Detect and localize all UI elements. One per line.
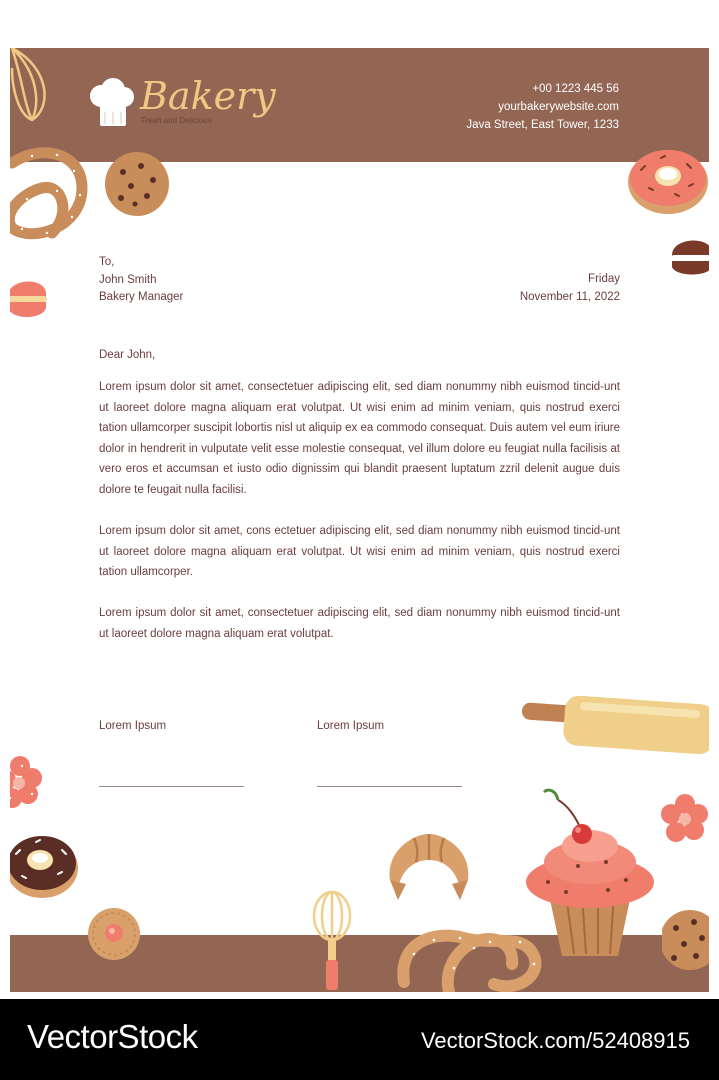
signature-label-2: Lorem Ipsum	[317, 720, 385, 732]
letter-day: Friday	[588, 273, 620, 285]
recipient-name: John Smith	[99, 273, 157, 286]
signature-label-1: Lorem Ipsum	[99, 720, 167, 732]
to-label: To,	[99, 256, 115, 268]
whisk-icon	[10, 48, 52, 128]
salutation: Dear John,	[99, 349, 156, 361]
flower-icon	[10, 754, 46, 812]
cookie-icon	[662, 904, 709, 978]
signature-line-1	[99, 786, 244, 787]
contact-address: Java Street, East Tower, 1233	[466, 119, 619, 131]
croissant-icon	[384, 830, 474, 906]
cookie-icon	[86, 906, 142, 962]
signature-line-2	[317, 786, 462, 787]
watermark-reference: VectorStock.com/52408915	[420, 1028, 690, 1053]
logo-tagline: Fresh and Delicious	[141, 116, 212, 125]
whisk-icon	[308, 890, 356, 992]
chef-hat-icon	[88, 78, 136, 128]
body-paragraph-3: Lorem ipsum dolor sit amet, consectetuer adipiscing elit, sed diam nonummy nibh euismod tincid-unt ut laoreet dolore magna aliquam erat volutpat.	[99, 607, 620, 640]
cupcake-icon	[522, 786, 658, 966]
body-paragraph-2: Lorem ipsum dolor sit amet, cons ectetuer adipiscing elit, sed diam nonummy nibh euismod tincid-unt ut laoreet dolore magna aliquam erat volutpat. Ut wisi enim ad minim veniam, quis nostrud exerci tation ullamcorper.	[99, 525, 620, 579]
recipient-block	[99, 254, 183, 307]
donut-icon	[10, 830, 80, 900]
flower-icon	[660, 792, 709, 846]
recipient-title: Bakery Manager	[99, 291, 184, 303]
contact-phone: +00 1223 445 56	[532, 83, 619, 95]
contact-website: yourbakerywebsite.com	[498, 101, 619, 113]
macaron-icon	[668, 231, 709, 283]
donut-icon	[627, 144, 709, 216]
logo-wordmark: Bakery	[140, 74, 276, 118]
macaron-icon	[10, 272, 52, 326]
contact-info	[466, 80, 619, 134]
pretzel-icon	[10, 143, 92, 248]
rolling-pin-icon	[520, 696, 709, 758]
letterhead-page	[10, 48, 709, 992]
watermark-brand: VectorStock	[27, 1018, 198, 1055]
date-block	[520, 271, 620, 306]
body-paragraph-1: Lorem ipsum dolor sit amet, consectetuer adipiscing elit, sed diam nonummy nibh euismod tincid-unt ut laoreet dolore magna aliquam erat volutpat. Ut wisi enim ad minim veniam, quis nostrud exerci tation ullamcorper suscipit lobortis nisl ut aliquip ex ea commodo consequat. Duis autem vel eum iriure dolor in hendrerit in vulputate velit esse molestie consequat, vel illum dolore eu feugiat nulla facilisis at vero eros et accumsan et iusto odio dignissim qui blandit praesent luptatum zzril delenit augue duis dolore te feugait nulla facilisi.	[99, 381, 620, 496]
watermark-bar	[0, 999, 719, 1080]
letter-date: November 11, 2022	[519, 290, 620, 303]
cookie-icon	[103, 150, 171, 218]
